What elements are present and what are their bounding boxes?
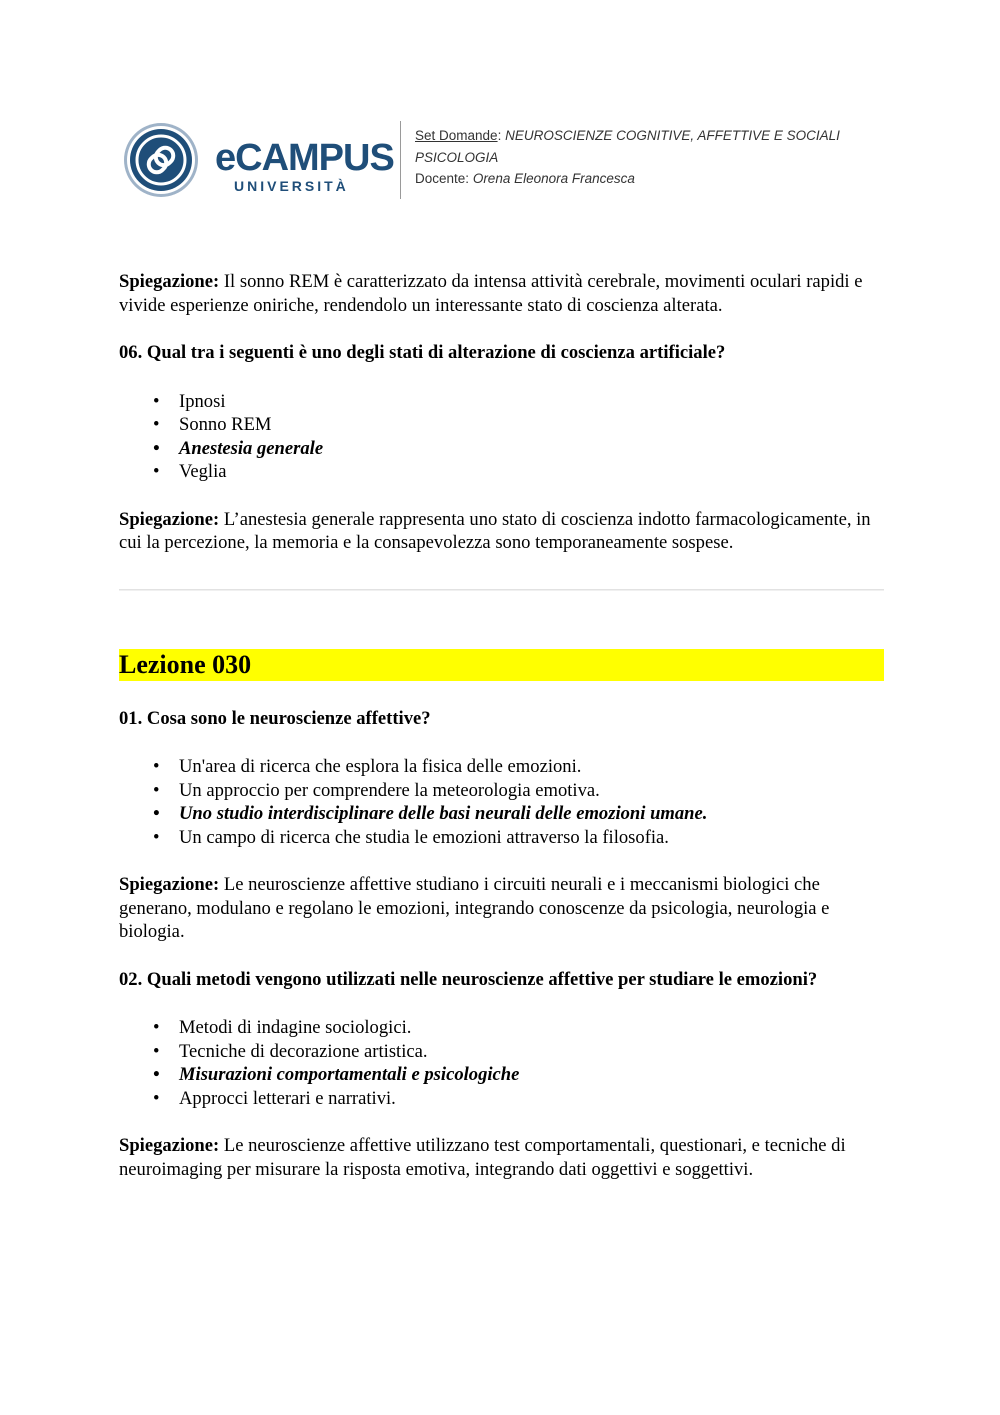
section-divider xyxy=(119,589,884,591)
docente-name: Orena Eleonora Francesca xyxy=(472,171,635,186)
logo-subtitle: UNIVERSITÀ xyxy=(234,178,349,194)
options-list xyxy=(119,390,884,484)
document-body xyxy=(119,270,884,1181)
option-item: • Metodi di indagine sociologici. xyxy=(119,1016,884,1040)
lesson-heading: Lezione 030 xyxy=(119,649,884,681)
docente-label: Docente: xyxy=(415,171,470,186)
option-item: • Approcci letterari e narrativi. xyxy=(119,1087,884,1111)
explanation-label: Spiegazione: xyxy=(119,508,220,530)
option-item: • Ipnosi xyxy=(119,390,884,414)
option-item-correct: • Misurazioni comportamentali e psicologiche xyxy=(119,1063,884,1087)
option-item: • Un campo di ricerca che studia le emozioni attraverso la filosofia. xyxy=(119,826,884,850)
question-title: 06. Qual tra i seguenti è uno degli stati di alterazione di coscienza artificiale? xyxy=(119,342,726,363)
option-item: • Un'area di ricerca che esplora la fisica delle emozioni. xyxy=(119,755,884,779)
explanation-label: Spiegazione: xyxy=(119,271,220,292)
explanation-text: Le neuroscienze affettive utilizzano test comportamentali, questionari, e tecniche di neuroimaging per misurare la risposta emotiva, integrando dati oggettivi e soggettivi. xyxy=(119,1135,846,1180)
header-info: Set Domande: NEUROSCIENZE COGNITIVE, AFFETTIVE E SOCIALI PSICOLOGIA Docente: Orena Eleonora Francesca xyxy=(415,128,840,186)
option-item-correct: • Uno studio interdisciplinare delle basi neurali delle emozioni umane. xyxy=(119,802,884,826)
explanation xyxy=(119,873,884,944)
option-item: • Veglia xyxy=(119,460,884,484)
header-divider xyxy=(400,121,401,199)
options-list xyxy=(119,755,884,849)
question-title: 01. Cosa sono le neuroscienze affettive? xyxy=(119,707,431,729)
explanation-text: L’anestesia generale rappresenta uno stato di coscienza indotto farmacologicamente, in cui la percezione, la memoria e la consapevolezza sono temporaneamente sospese. xyxy=(119,508,871,553)
logo-wordmark: eCAMPUS xyxy=(215,137,394,179)
explanation-label: Spiegazione: xyxy=(119,1135,220,1156)
question-title: 02. Quali metodi vengono utilizzati nelle neuroscienze affettive per studiare le emozioni? xyxy=(119,968,818,990)
option-item: • Sonno REM xyxy=(119,413,884,437)
set-value: NEUROSCIENZE COGNITIVE, AFFETTIVE E SOCIALI xyxy=(505,128,840,143)
explanation-label: Spiegazione: xyxy=(119,874,220,895)
explanation xyxy=(119,270,884,317)
page-header xyxy=(120,118,900,202)
option-item: • Tecniche di decorazione artistica. xyxy=(119,1040,884,1064)
options-list xyxy=(119,1016,884,1110)
course-name: PSICOLOGIA xyxy=(415,149,499,165)
option-item-correct: • Anestesia generale xyxy=(119,437,884,461)
explanation xyxy=(119,508,884,555)
explanation xyxy=(119,1134,884,1181)
explanation-text: Il sonno REM è caratterizzato da intensa attività cerebrale, movimenti oculari rapidi e vivide esperienze oniriche, rendendolo un interessante stato di coscienza alterata. xyxy=(119,271,863,316)
set-label: Set Domande xyxy=(415,128,498,143)
explanation-text: Le neuroscienze affettive studiano i circuiti neurali e i meccanismi biologici che generano, modulano e regolano le emozioni, integrando conoscenze da psicologia, neurologia e biologia. xyxy=(119,874,830,942)
ecampus-emblem-icon xyxy=(123,122,199,198)
ecampus-logo xyxy=(120,118,394,202)
option-item: • Un approccio per comprendere la meteorologia emotiva. xyxy=(119,779,884,803)
